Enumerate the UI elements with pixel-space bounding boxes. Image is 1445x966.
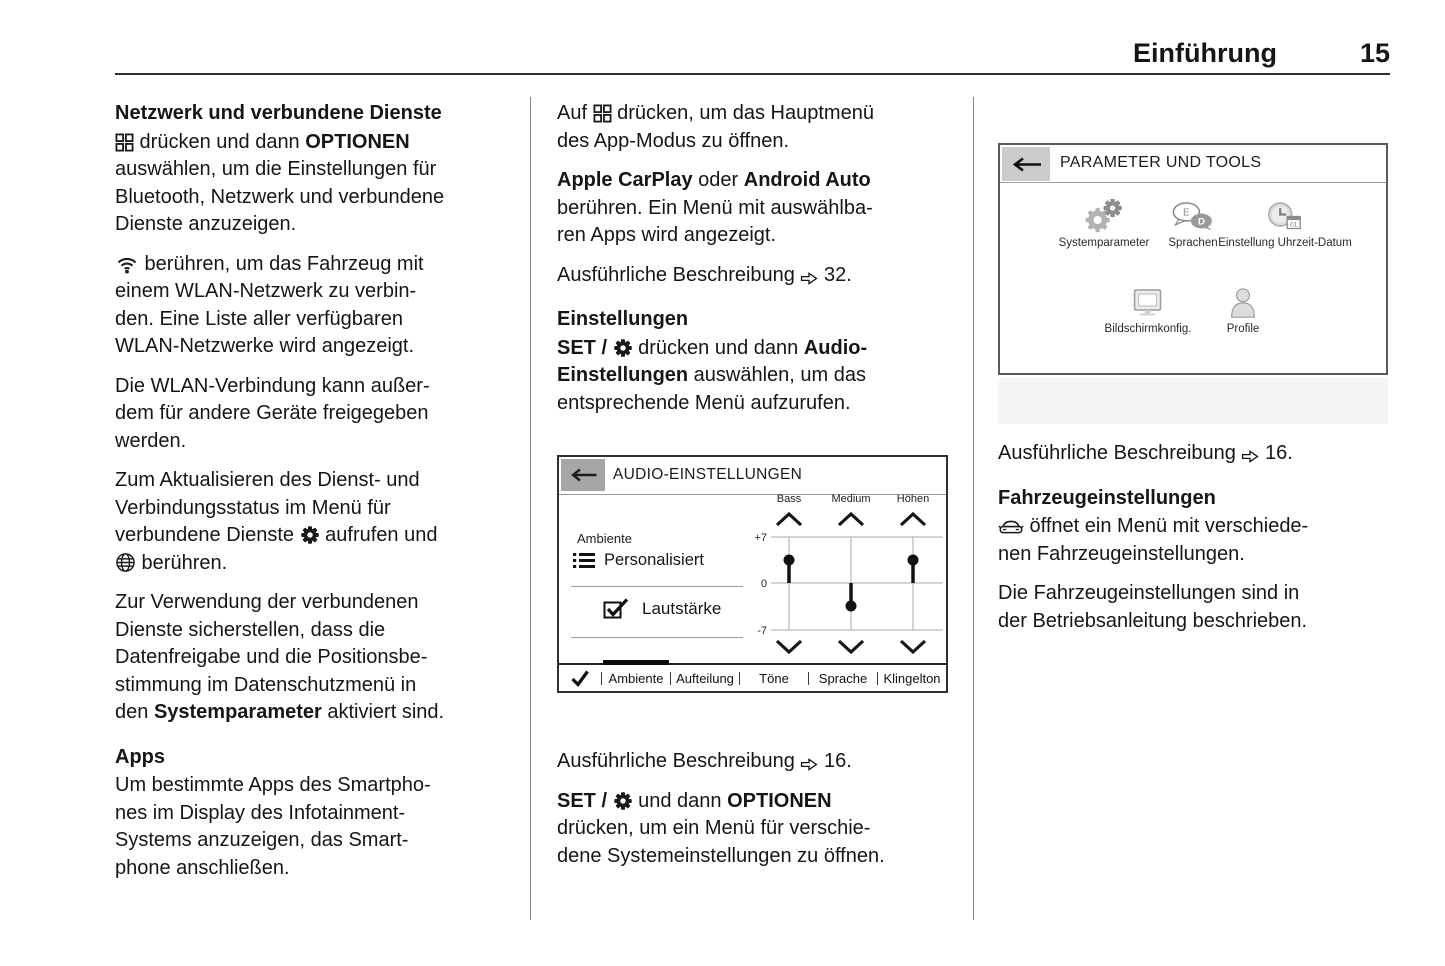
paragraph: drücken und dann OPTIONEN auswählen, um die Einstellungen für Bluetooth, Netzwerk und verbundene Dienste anzuzeigen. xyxy=(115,130,445,235)
tab-sprache[interactable]: Sprache xyxy=(818,671,868,686)
paragraph: öffnet ein Menü mit verschiede- nen Fahrzeugeinstellungen. xyxy=(998,515,1309,565)
menu-item-label: Profile xyxy=(1226,323,1260,335)
menu-item-label: Bildschirmkonfig. xyxy=(1104,323,1192,335)
chevron-up-icon[interactable] xyxy=(839,514,863,525)
back-arrow-icon xyxy=(568,468,598,482)
audio-settings-screenshot xyxy=(557,455,953,693)
gear-icon xyxy=(613,338,633,358)
gears-icon xyxy=(1083,199,1125,233)
divider xyxy=(571,586,743,587)
svg-text:D: D xyxy=(1197,216,1205,228)
monitor-icon xyxy=(1128,286,1168,319)
eq-channel-label: Medium xyxy=(831,493,871,505)
header-rule xyxy=(115,73,1390,75)
page-ref-arrow-icon xyxy=(800,272,818,285)
chevron-down-icon[interactable] xyxy=(839,641,863,652)
paragraph: Ausführliche Beschreibung 16. xyxy=(998,442,1293,464)
car-icon xyxy=(998,519,1024,536)
params-panel-header xyxy=(1000,145,1386,183)
app-grid-icon xyxy=(115,133,134,152)
chevron-up-icon[interactable] xyxy=(901,514,925,525)
tab-aufteilung[interactable]: Aufteilung xyxy=(676,671,734,686)
menu-item-systemparameter[interactable] xyxy=(1059,191,1150,249)
chevron-up-icon[interactable] xyxy=(777,514,801,525)
eq-channel-label: Bass xyxy=(776,493,802,505)
eq-scale-label: -7 xyxy=(757,625,767,637)
eq-value-dot[interactable] xyxy=(908,555,919,566)
page-title: Einführung xyxy=(1133,38,1277,68)
page-ref-arrow-icon xyxy=(800,758,818,771)
menu-item-profile[interactable] xyxy=(1224,277,1262,335)
column-divider-left xyxy=(530,97,531,920)
paragraph: Zur Verwendung der verbundenen Dienste sicherstellen, dass die Datenfreigabe und die Positionsbe- stimmung im Datenschutzmenü in den Systemparameter aktiviert sind. xyxy=(115,591,445,723)
paragraph: Ausführliche Beschreibung 32. xyxy=(557,263,852,286)
page-ref-arrow-icon xyxy=(1241,450,1259,463)
language-bubbles-icon xyxy=(1170,201,1216,233)
section-heading: Netzwerk und verbundene Dienste xyxy=(115,102,442,124)
wifi-icon xyxy=(115,255,139,274)
volume-label: Lautstärke xyxy=(642,598,722,618)
section-heading: Fahrzeugeinstellungen xyxy=(998,486,1216,509)
menu-item-label: Einstellung Uhrzeit-Datum xyxy=(1218,237,1352,249)
profile-icon xyxy=(1224,286,1262,319)
app-grid-icon xyxy=(593,104,612,123)
menu-item-bildschirmkonfig-[interactable] xyxy=(1105,277,1192,335)
column-divider-right xyxy=(973,97,974,920)
clock-calendar-icon xyxy=(1265,201,1305,233)
paragraph: SET / und dann OPTIONEN drücken, um ein Menü für verschie- dene Systemeinstellungen zu öffnen. xyxy=(557,789,885,867)
paragraph: Zum Aktualisieren des Dienst- und Verbindungsstatus im Menü für verbundene Dienste aufrufen und berühren. xyxy=(115,469,438,574)
paragraph: berühren, um das Fahrzeug mit einem WLAN-Netzwerk zu verbin- den. Eine Liste aller verfügbaren WLAN-Netzwerke wird angezeigt. xyxy=(115,252,424,357)
paragraph: Um bestimmte Apps des Smartpho- nes im Display des Infotainment- Systems anzuzeigen, das Smart- phone anschließen. xyxy=(115,774,431,879)
svg-text:01: 01 xyxy=(1289,221,1298,229)
menu-item-einstellung-uhrzeit-datum[interactable] xyxy=(1218,191,1352,249)
eq-value-dot[interactable] xyxy=(846,601,857,612)
tab-ambiente[interactable]: Ambiente xyxy=(602,670,670,686)
column-3 xyxy=(998,100,1394,647)
eq-scale-label: 0 xyxy=(760,578,767,590)
paragraph: Ausführliche Beschreibung 16. xyxy=(557,750,852,772)
ambiente-value: Personalisiert xyxy=(604,551,704,569)
chevron-down-icon[interactable] xyxy=(777,641,801,652)
back-button[interactable] xyxy=(561,459,605,491)
gear-icon xyxy=(300,525,320,545)
checkbox-checked-icon[interactable] xyxy=(603,597,629,620)
divider xyxy=(571,637,743,638)
section-heading: Einstellungen xyxy=(557,308,689,330)
globe-icon xyxy=(115,552,136,573)
ambiente-section-label: Ambiente xyxy=(577,531,632,546)
audio-settings-panel xyxy=(557,455,948,693)
menu-item-label: Systemparameter xyxy=(1058,237,1150,249)
list-icon xyxy=(573,552,595,569)
audio-panel-title: AUDIO-EINSTELLUNGEN xyxy=(613,466,803,483)
audio-tab-bar xyxy=(559,663,946,691)
params-panel-title: PARAMETER UND TOOLS xyxy=(1060,154,1262,171)
check-icon xyxy=(570,669,590,687)
volume-toggle-item[interactable] xyxy=(603,597,721,620)
paragraph: Auf drücken, um das Hauptmenü des App-Modus zu öffnen. xyxy=(557,102,874,152)
equalizer xyxy=(749,485,947,667)
gear-icon xyxy=(613,791,633,811)
page-number: 15 xyxy=(1359,38,1390,68)
eq-channel-label: Höhen xyxy=(896,493,930,505)
column-2 xyxy=(557,100,953,882)
tab-klingelton[interactable]: Klingelton xyxy=(883,671,941,686)
back-arrow-icon xyxy=(1010,157,1043,172)
section-heading: Apps xyxy=(115,745,165,768)
paragraph: Die Fahrzeugeinstellungen sind in der Betriebsanleitung beschrieben. xyxy=(998,582,1308,632)
eq-scale-label: +7 xyxy=(754,532,767,544)
tab-t-ne[interactable]: Töne xyxy=(759,671,789,686)
column-1 xyxy=(115,100,511,894)
tab-confirm[interactable] xyxy=(559,669,601,687)
ambiente-personalisiert-item[interactable] xyxy=(573,551,704,570)
menu-item-label: Sprachen xyxy=(1168,237,1218,249)
figure-background-strip xyxy=(998,378,1388,424)
menu-item-sprachen[interactable] xyxy=(1168,191,1217,249)
parameter-tools-screenshot xyxy=(998,143,1394,424)
back-button[interactable] xyxy=(1002,147,1050,181)
svg-text:E: E xyxy=(1182,207,1190,219)
paragraph: Die WLAN-Verbindung kann außer- dem für andere Geräte freigegeben werden. xyxy=(115,374,430,452)
chevron-down-icon[interactable] xyxy=(901,641,925,652)
paragraph: Apple CarPlay oder Android Auto berühren. Ein Menü mit auswählba- ren Apps wird angezeigt. xyxy=(557,169,873,246)
paragraph: SET / drücken und dann Audio- Einstellungen auswählen, um das entsprechende Menü aufzurufen. xyxy=(557,336,868,414)
parameter-tools-panel xyxy=(998,143,1388,375)
eq-value-dot[interactable] xyxy=(784,555,795,566)
